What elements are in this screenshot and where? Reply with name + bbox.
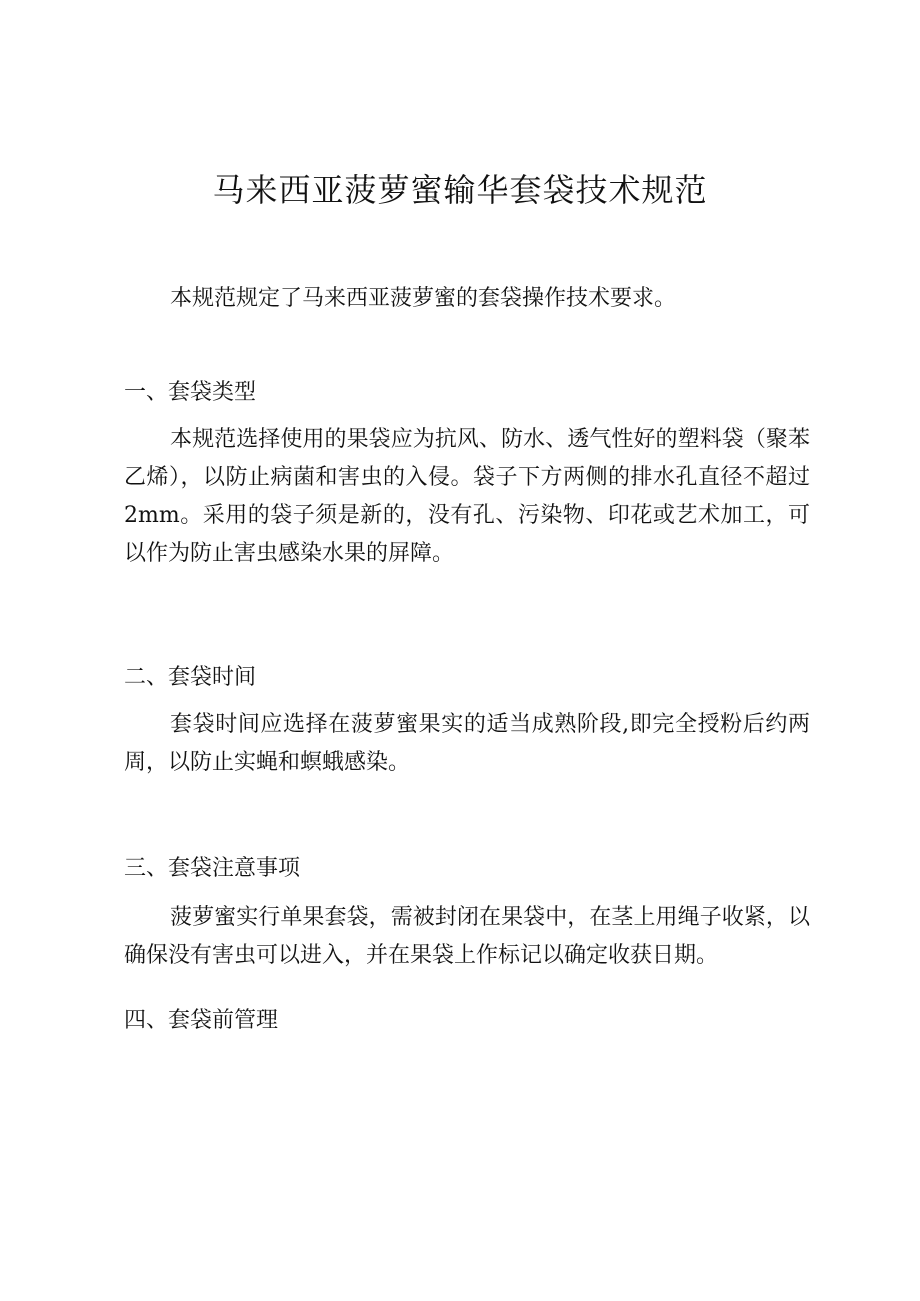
section-heading-pre-bag-management: 四、套袋前管理 xyxy=(124,1008,279,1033)
section-heading-bag-time: 二、套袋时间 xyxy=(124,665,257,690)
section-heading-bag-type: 一、套袋类型 xyxy=(124,380,257,405)
section-heading-precautions: 三、套袋注意事项 xyxy=(124,856,301,881)
section-body-precautions: 菠萝蜜实行单果套袋，需被封闭在果袋中，在茎上用绳子收紧，以确保没有害虫可以进入，并在果袋上作标记以确定收获日期。 xyxy=(124,905,810,968)
document-title: 马来西亚菠萝蜜输华套袋技术规范 xyxy=(212,171,708,209)
section-body-bag-time: 套袋时间应选择在菠萝蜜果实的适当成熟阶段,即完全授粉后约两周，以防止实蝇和螟蛾感染。 xyxy=(124,712,810,775)
section-body-bag-type: 本规范选择使用的果袋应为抗风、防水、透气性好的塑料袋（聚苯乙烯），以防止病菌和害虫的入侵。袋子下方两侧的排水孔直径不超过2mm。采用的袋子须是新的，没有孔、污染物、印花或艺术加工，可以作为防止害虫感染水果的屏障。 xyxy=(124,427,810,566)
intro-paragraph: 本规范规定了马来西亚菠萝蜜的套袋操作技术要求。 xyxy=(170,286,677,311)
